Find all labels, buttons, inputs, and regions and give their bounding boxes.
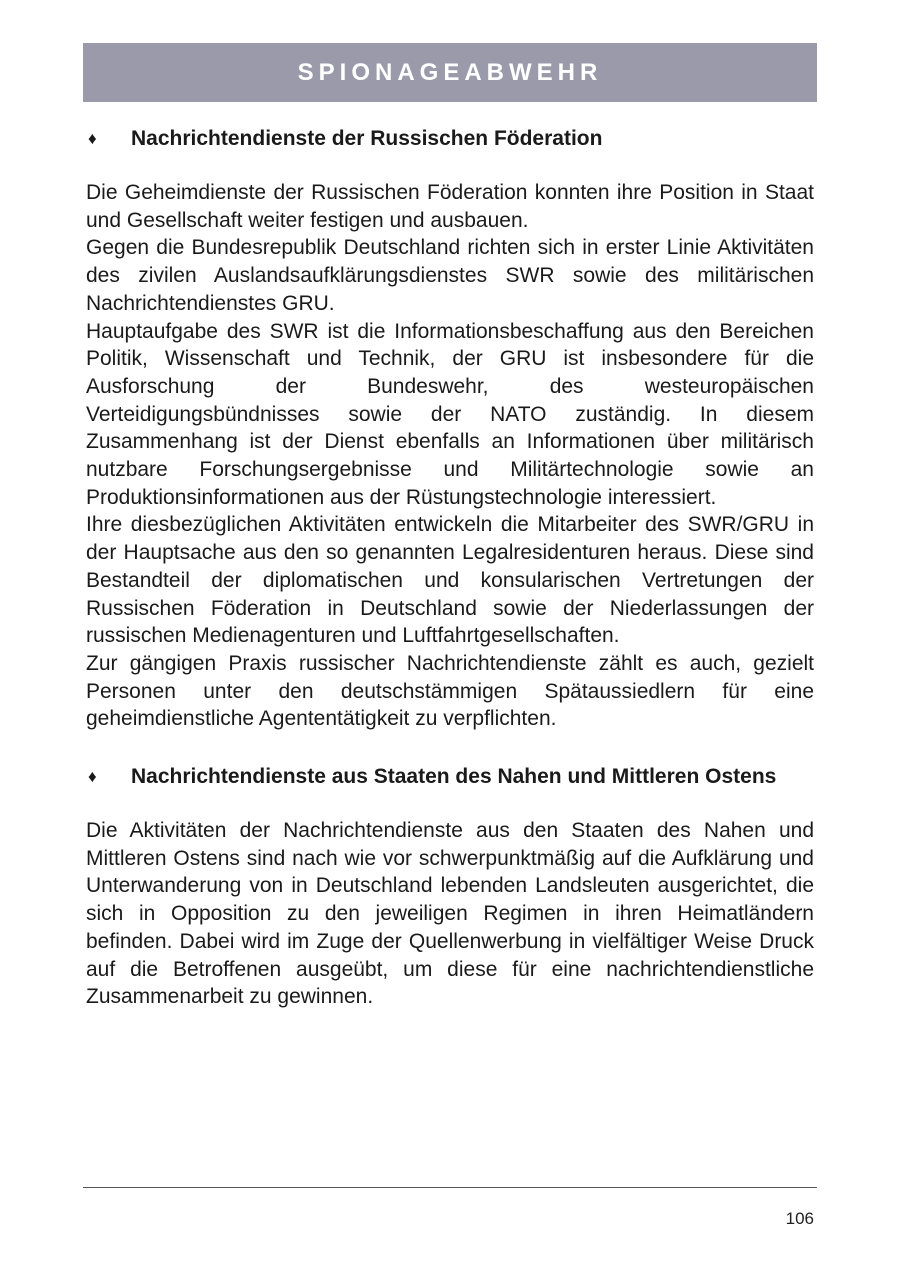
section-heading-russia [86, 125, 814, 153]
section-body-russia [86, 179, 814, 733]
paragraph: Die Aktivitäten der Nachrichtendienste aus den Staaten des Nahen und Mittleren Ostens sind nach wie vor schwerpunktmäßig auf die Aufklärung und Unterwanderung von in Deutschland lebenden Landsleuten ausgerichtet, die sich in Opposition zu den jeweiligen Regimen in ihren Heimatländern befinden. Dabei wird im Zuge der Quellenwerbung in vielfältiger Weise Druck auf die Betroffenen ausgeübt, um diese für eine nachrichtendienstliche Zusammenarbeit zu gewinnen. [86, 819, 814, 1009]
page-number: 106 [785, 1209, 814, 1228]
paragraph: Zur gängigen Praxis russischer Nachrichtendienste zählt es auch, gezielt Personen unter den deutschstämmigen Spätaussiedlern für eine geheimdienstliche Agententätigkeit zu verpflichten. [86, 651, 814, 731]
paragraph: Hauptaufgabe des SWR ist die Informationsbeschaffung aus den Bereichen Politik, Wissenschaft und Technik, der GRU ist insbesondere für die Ausforschung der Bundeswehr, des westeuropäischen Verteidigungsbündnisses sowie der NATO zuständig. In diesem Zusammenhang ist der Dienst ebenfalls an Informationen über militärisch nutzbare Forschungsergebnisse und Militärtechnologie sowie an Produktionsinformationen aus der Rüstungstechnologie interessiert. [86, 319, 814, 509]
paragraph: Die Geheimdienste der Russischen Föderation konnten ihre Position in Staat und Gesellschaft weiter festigen und ausbauen. [86, 181, 814, 232]
paragraph: Ihre diesbezüglichen Aktivitäten entwickeln die Mitarbeiter des SWR/GRU in der Hauptsache aus den so genannten Legalresidenturen heraus. Diese sind Bestandteil der diplomatischen und konsularischen Vertretungen der Russischen Föderation in Deutschland sowie der Niederlassungen der russischen Medienagenturen und Luftfahrtgesellschaften. [86, 513, 814, 648]
page-content [86, 120, 814, 1011]
paragraph: Gegen die Bundesrepublik Deutschland richten sich in erster Linie Aktivitäten des zivilen Auslandsaufklärungsdienstes SWR sowie des militärischen Nachrichtendienstes GRU. [86, 236, 814, 315]
section-heading-text: Nachrichtendienste der Russischen Föderation [131, 127, 603, 150]
diamond-bullet-icon: ♦ [88, 767, 97, 787]
page-header [83, 43, 817, 102]
footer-divider [83, 1187, 817, 1188]
diamond-bullet-icon: ♦ [88, 129, 97, 148]
section-body-middle-east [86, 817, 814, 1011]
page-title: SPIONAGEABWEHR [297, 58, 603, 86]
section-heading-text: Nachrichtendienste aus Staaten des Nahen und Mittleren Ostens [131, 765, 777, 789]
section-heading-middle-east [86, 763, 814, 791]
